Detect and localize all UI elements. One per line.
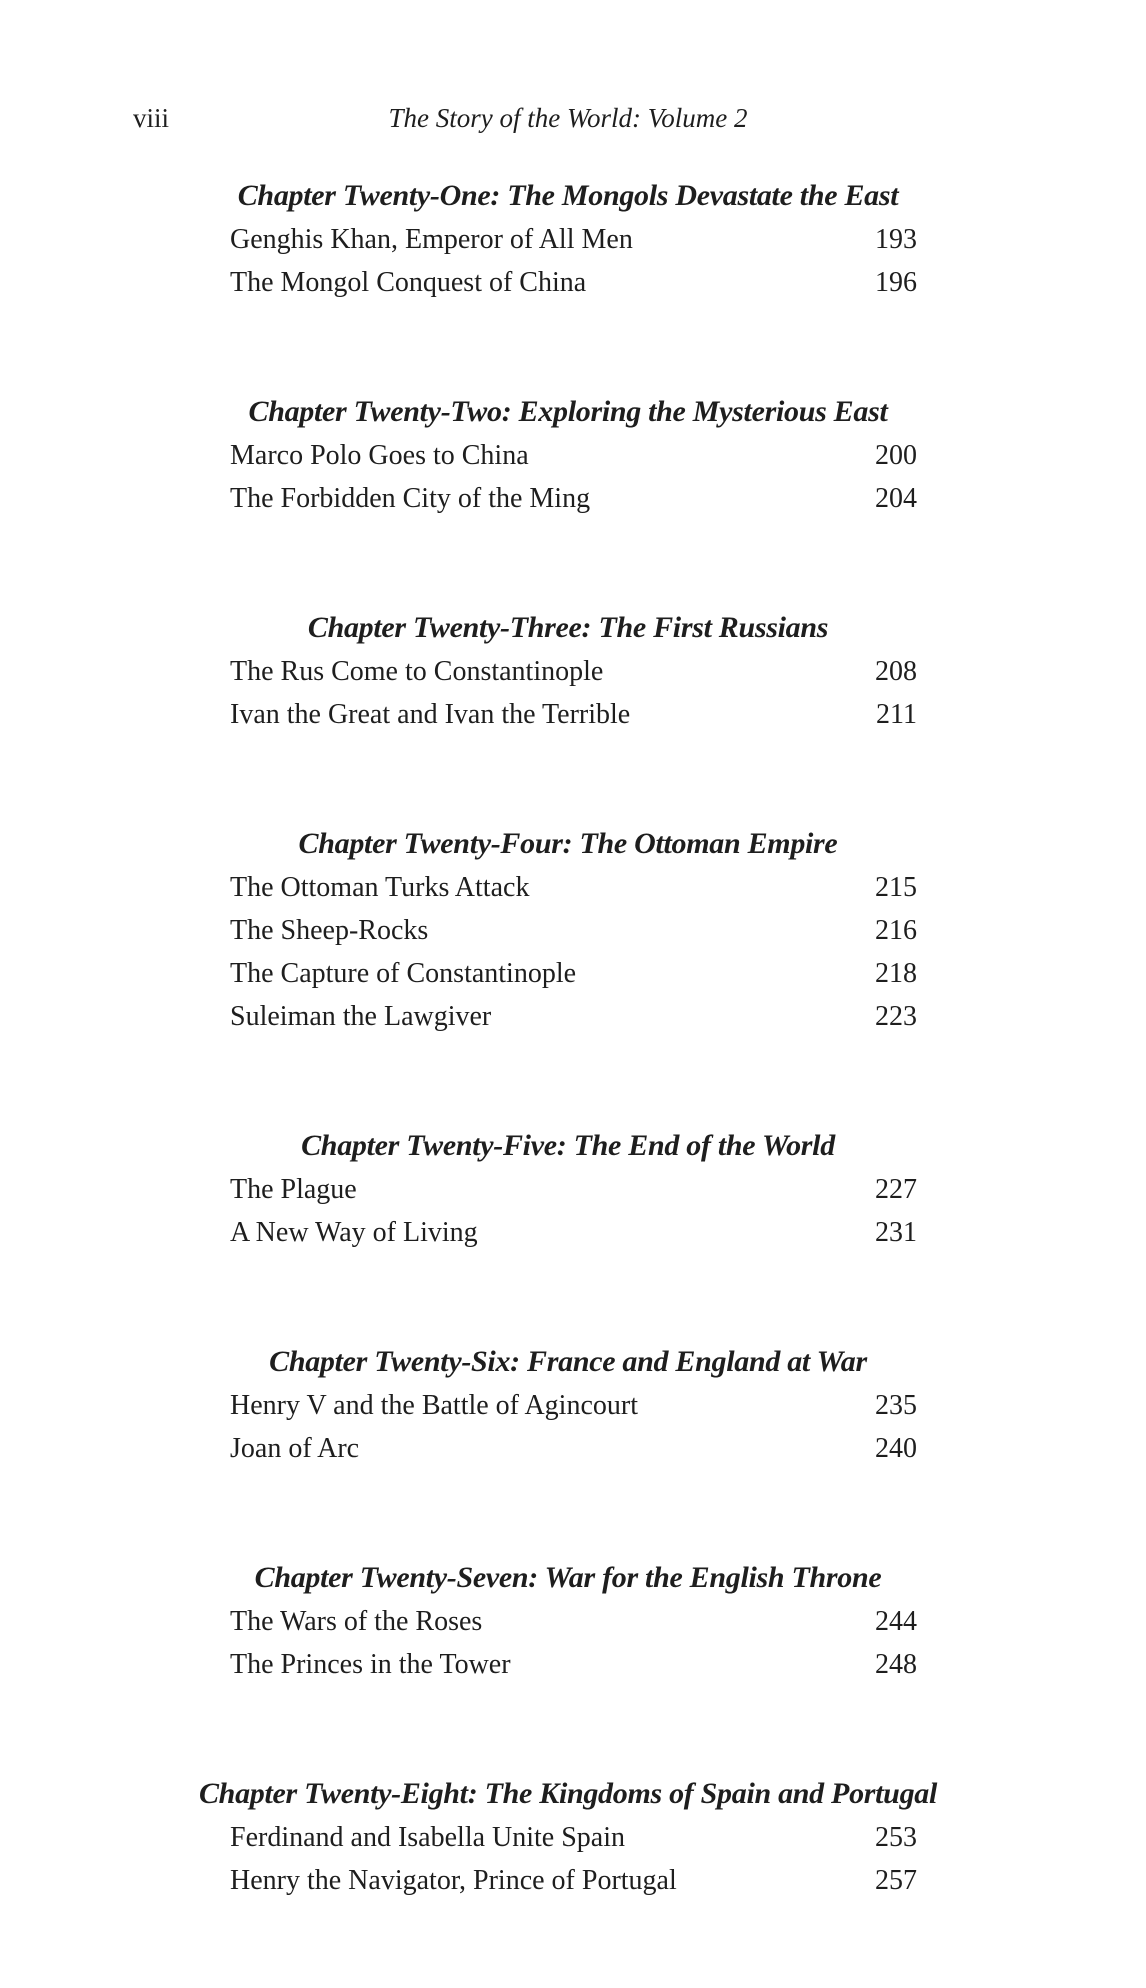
entry-title: Henry the Navigator, Prince of Portugal (230, 1865, 677, 1896)
entry-page: 240 (875, 1433, 917, 1464)
toc-entry[interactable] (0, 995, 1146, 1038)
toc-entry[interactable] (0, 1427, 1146, 1470)
entry-title: The Ottoman Turks Attack (230, 872, 530, 903)
chapter-section (0, 822, 1146, 1038)
entry-page: 196 (875, 267, 917, 298)
entry-title: A New Way of Living (230, 1217, 478, 1248)
toc-entry[interactable] (0, 434, 1146, 477)
book-title: The Story of the World: Volume 2 (388, 103, 748, 133)
entry-page: 227 (875, 1174, 917, 1205)
page-number: viii (133, 103, 170, 133)
running-head (0, 98, 1146, 138)
chapter-section (0, 606, 1146, 736)
entry-page: 193 (875, 224, 917, 255)
toc-entry[interactable] (0, 1643, 1146, 1686)
toc-entry[interactable] (0, 218, 1146, 261)
toc-entry[interactable] (0, 1168, 1146, 1211)
chapter-section (0, 1124, 1146, 1254)
entry-page: 216 (875, 915, 917, 946)
entry-title: The Sheep-Rocks (230, 915, 429, 946)
chapter-section (0, 1340, 1146, 1470)
entry-title: Suleiman the Lawgiver (230, 1001, 492, 1032)
entry-page: 253 (875, 1822, 917, 1853)
chapter-section (0, 1556, 1146, 1686)
entry-page: 257 (875, 1865, 917, 1896)
toc-entry[interactable] (0, 1600, 1146, 1643)
chapter-section (0, 174, 1146, 304)
toc-entry[interactable] (0, 693, 1146, 736)
entry-title: The Rus Come to Constantinople (230, 656, 604, 687)
toc-entry[interactable] (0, 261, 1146, 304)
entry-title: The Plague (230, 1174, 357, 1205)
entry-page: 223 (875, 1001, 917, 1032)
chapter-heading: Chapter Twenty-Eight: The Kingdoms of Spain and Portugal (198, 1777, 938, 1810)
toc-entry[interactable] (0, 866, 1146, 909)
toc-entry[interactable] (0, 650, 1146, 693)
toc-entry[interactable] (0, 1384, 1146, 1427)
toc-entry[interactable] (0, 1816, 1146, 1859)
chapter-heading: Chapter Twenty-Five: The End of the World (301, 1129, 835, 1162)
entry-page: 231 (875, 1217, 917, 1248)
entry-title: The Forbidden City of the Ming (230, 483, 591, 514)
entry-title: Ivan the Great and Ivan the Terrible (230, 699, 631, 730)
chapter-heading: Chapter Twenty-Seven: War for the English Throne (254, 1561, 882, 1594)
chapter-heading: Chapter Twenty-Two: Exploring the Mysterious East (248, 395, 888, 428)
entry-page: 218 (875, 958, 917, 989)
entry-page: 200 (875, 440, 917, 471)
entry-page: 211 (876, 699, 917, 730)
chapter-heading: Chapter Twenty-Three: The First Russians (307, 611, 829, 644)
entry-page: 215 (875, 872, 917, 903)
entry-title: The Capture of Constantinople (230, 958, 577, 989)
entry-title: The Princes in the Tower (230, 1649, 511, 1680)
entry-title: Joan of Arc (230, 1433, 360, 1464)
chapter-section (0, 390, 1146, 520)
chapter-heading: Chapter Twenty-Four: The Ottoman Empire (298, 827, 838, 860)
entry-page: 208 (875, 656, 917, 687)
toc-entry[interactable] (0, 477, 1146, 520)
toc-entry[interactable] (0, 1211, 1146, 1254)
entry-page: 204 (875, 483, 917, 514)
toc-entry[interactable] (0, 909, 1146, 952)
toc-entry[interactable] (0, 1859, 1146, 1902)
entry-title: Genghis Khan, Emperor of All Men (230, 224, 633, 255)
entry-page: 244 (875, 1606, 917, 1637)
entry-page: 248 (875, 1649, 917, 1680)
entry-title: The Mongol Conquest of China (230, 267, 587, 298)
entry-title: The Wars of the Roses (230, 1606, 483, 1637)
toc-entry[interactable] (0, 952, 1146, 995)
chapter-heading: Chapter Twenty-One: The Mongols Devastate the East (237, 179, 899, 212)
entry-title: Marco Polo Goes to China (230, 440, 529, 471)
entry-title: Henry V and the Battle of Agincourt (230, 1390, 638, 1421)
chapter-section (0, 1772, 1146, 1902)
entry-title: Ferdinand and Isabella Unite Spain (230, 1822, 626, 1853)
chapter-heading: Chapter Twenty-Six: France and England at War (269, 1345, 867, 1378)
table-of-contents (0, 174, 1146, 1988)
entry-page: 235 (875, 1390, 917, 1421)
